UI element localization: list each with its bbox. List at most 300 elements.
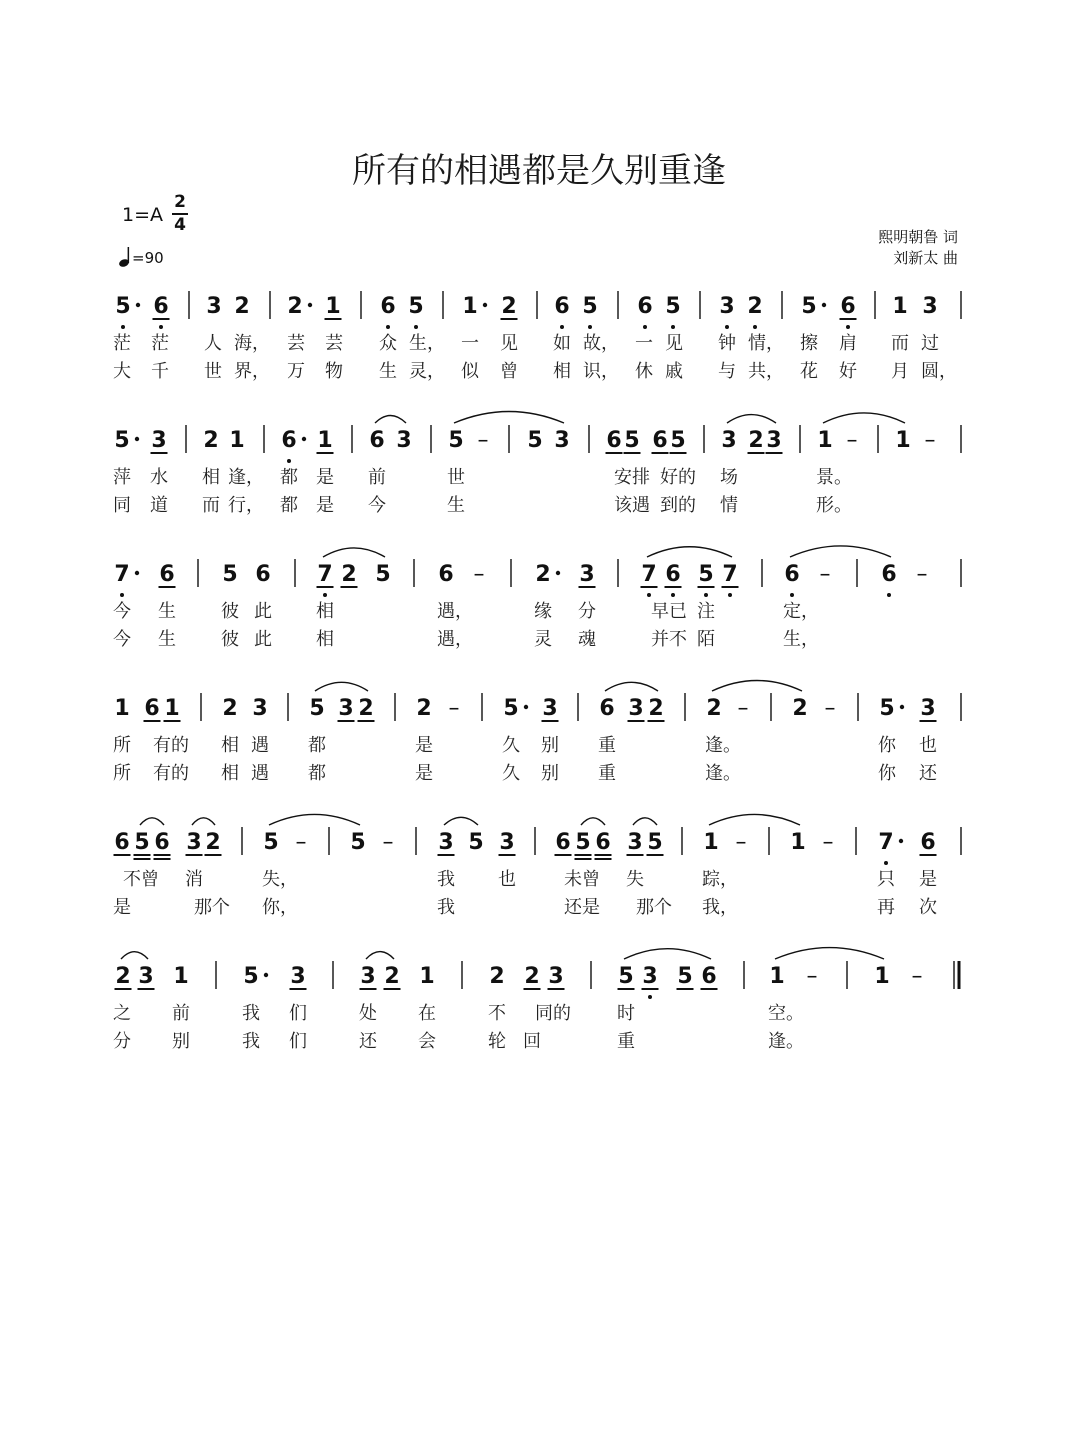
note: 5 — [448, 428, 464, 453]
note: 2 — [748, 428, 764, 453]
note: 5 — [375, 562, 391, 587]
lyric-syllable: 轮 — [488, 1031, 506, 1052]
note: 5 — [575, 830, 591, 855]
lyric-syllable: 大 — [113, 361, 131, 382]
note: 2 — [706, 696, 722, 721]
lower-octave-dot — [671, 325, 675, 329]
lyric-syllable: 安排 — [614, 467, 650, 488]
lyric-syllable: 不 — [488, 1003, 506, 1024]
lower-octave-dot — [643, 325, 647, 329]
note: 6 — [144, 696, 160, 721]
lyric-syllable: 也 — [919, 735, 937, 756]
lyric-syllable: 踪， — [702, 869, 738, 890]
lyric-syllable: 是 — [415, 735, 433, 756]
tie-arc — [140, 818, 164, 825]
note: 3 — [548, 964, 564, 989]
lower-octave-dot — [386, 325, 390, 329]
lyric-syllable: 该遇 — [614, 495, 650, 516]
lyric-syllable: 千 — [151, 361, 169, 382]
note: 3 — [396, 428, 412, 453]
note: 3 — [719, 294, 735, 319]
note: 6 — [153, 294, 169, 319]
lyric-syllable: 与 — [718, 361, 736, 382]
lyric-syllable: 我 — [437, 869, 455, 890]
tie-arc — [323, 548, 385, 557]
lyric-syllable: 遇， — [437, 629, 473, 650]
note: 3 — [290, 964, 306, 989]
sustain-dash: – — [824, 696, 836, 721]
lyric-syllable: 灵 — [534, 629, 552, 650]
sustain-dash: – — [806, 964, 818, 989]
lyric-syllable: 擦 — [800, 333, 818, 354]
note: 5 — [350, 830, 366, 855]
tie-arc — [581, 818, 605, 825]
lyric-syllable: 相 — [316, 601, 334, 622]
lower-octave-dot — [120, 593, 124, 597]
lyric-syllable: 那个 — [636, 897, 672, 918]
note: 1 — [769, 964, 785, 989]
tie-arc — [647, 547, 732, 557]
note: 7 — [641, 562, 657, 587]
note: 3 — [628, 696, 644, 721]
lyric-syllable: 万 — [287, 361, 305, 382]
lyric-syllable: 同的 — [535, 1003, 571, 1024]
note: 3 — [554, 428, 570, 453]
lyric-syllable: 茫 — [151, 333, 169, 354]
lyric-syllable: 回 — [523, 1031, 541, 1052]
lyric-syllable: 重 — [617, 1031, 635, 1052]
lower-octave-dot — [287, 459, 291, 463]
note: 6 — [159, 562, 175, 587]
lyric-syllable: 你， — [262, 897, 298, 918]
lyric-syllable: 戚 — [665, 361, 683, 382]
lyric-syllable: 遇， — [437, 601, 473, 622]
lyric-syllable: 有的 — [153, 735, 189, 756]
lyric-syllable: 前 — [172, 1003, 190, 1024]
lyric-syllable: 场 — [720, 467, 738, 488]
lower-octave-dot — [884, 861, 888, 865]
lower-octave-dot — [414, 325, 418, 329]
sustain-dash: – — [735, 830, 747, 855]
lyric-syllable: 在 — [418, 1003, 436, 1024]
lyric-syllable: 失， — [262, 869, 298, 890]
lyric-syllable: 只 — [877, 869, 895, 890]
lyric-syllable: 时 — [617, 1003, 635, 1024]
lyric-syllable: 还 — [359, 1031, 377, 1052]
augmentation-dot — [899, 839, 903, 843]
lyric-syllable: 人 — [204, 333, 222, 354]
lyric-syllable: 见 — [665, 333, 683, 354]
note: 6 — [154, 830, 170, 855]
lyric-syllable: 有的 — [153, 763, 189, 784]
note: 5 — [624, 428, 640, 453]
lyric-syllable: 生 — [158, 601, 176, 622]
lower-octave-dot — [647, 593, 651, 597]
lyric-syllable: 是 — [316, 495, 334, 516]
lyric-syllable: 之 — [113, 1003, 131, 1024]
tie-arc — [823, 413, 905, 423]
note: 1 — [790, 830, 806, 855]
lyric-syllable: 重 — [598, 763, 616, 784]
note: 1 — [173, 964, 189, 989]
note: 3 — [499, 830, 515, 855]
lyric-syllable: 重 — [598, 735, 616, 756]
note: 6 — [637, 294, 653, 319]
lyric-syllable: 如 — [553, 333, 571, 354]
note: 3 — [766, 428, 782, 453]
lyric-syllable: 一 — [635, 333, 653, 354]
lyric-syllable: 们 — [289, 1031, 307, 1052]
lyric-syllable: 彼 — [221, 629, 239, 650]
note: 6 — [114, 830, 130, 855]
note: 6 — [281, 428, 297, 453]
lyric-syllable: 空。 — [768, 1003, 804, 1024]
lyric-syllable: 还 — [919, 763, 937, 784]
tie-arc — [366, 952, 394, 959]
tie-arc — [315, 682, 368, 691]
note: 1 — [229, 428, 245, 453]
lyric-syllable: 今 — [368, 495, 386, 516]
sustain-dash: – — [295, 830, 307, 855]
note: 1 — [325, 294, 341, 319]
lyric-syllable: 都 — [308, 763, 326, 784]
lyric-syllable: 识， — [583, 361, 619, 382]
lyric-syllable: 早已 — [651, 601, 687, 622]
lyric-syllable: 分 — [113, 1031, 131, 1052]
lyric-syllable: 今 — [113, 629, 131, 650]
note: 2 — [747, 294, 763, 319]
time-signature-top: 2 — [174, 192, 186, 212]
lyric-syllable: 别 — [541, 735, 559, 756]
note: 3 — [542, 696, 558, 721]
note: 2 — [358, 696, 374, 721]
note: 6 — [606, 428, 622, 453]
sustain-dash: – — [382, 830, 394, 855]
note: 2 — [416, 696, 432, 721]
note: 6 — [665, 562, 681, 587]
lyric-syllable: 好的 — [660, 467, 696, 488]
lyric-syllable: 生， — [783, 629, 819, 650]
lower-octave-dot — [728, 593, 732, 597]
note: 1 — [817, 428, 833, 453]
lyric-syllable: 行， — [228, 495, 264, 516]
lyric-syllable: 情 — [720, 495, 738, 516]
note: 5 — [114, 428, 130, 453]
note: 5 — [134, 830, 150, 855]
lyric-syllable: 你 — [878, 763, 896, 784]
lyric-syllable: 肩 — [839, 333, 857, 354]
lyric-syllable: 都 — [308, 735, 326, 756]
lyric-syllable: 所 — [113, 763, 131, 784]
sustain-dash: – — [911, 964, 923, 989]
lyric-syllable: 今 — [113, 601, 131, 622]
lyric-syllable: 彼 — [221, 601, 239, 622]
lyric-syllable: 前 — [368, 467, 386, 488]
lyric-syllable: 是 — [415, 763, 433, 784]
lower-octave-dot — [704, 593, 708, 597]
lower-octave-dot — [323, 593, 327, 597]
augmentation-dot — [556, 571, 560, 575]
lyric-syllable: 你 — [878, 735, 896, 756]
note: 2 — [535, 562, 551, 587]
note: 5 — [582, 294, 598, 319]
lyric-syllable: 陌 — [697, 629, 715, 650]
lyric-syllable: 我 — [242, 1031, 260, 1052]
note: 7 — [114, 562, 130, 587]
note: 2 — [648, 696, 664, 721]
lyric-syllable: 水 — [150, 467, 168, 488]
note: 1 — [895, 428, 911, 453]
lyric-syllable: 共， — [748, 361, 784, 382]
lower-octave-dot — [560, 325, 564, 329]
lyric-syllable: 好 — [839, 361, 857, 382]
note: 6 — [920, 830, 936, 855]
lyric-syllable: 所 — [113, 735, 131, 756]
lyric-syllable: 生 — [447, 495, 465, 516]
lower-octave-dot — [159, 325, 163, 329]
lyricist-credit: 熙明朝鲁 词 — [878, 228, 958, 246]
lower-octave-dot — [121, 325, 125, 329]
lyric-syllable: 此 — [254, 601, 272, 622]
lyric-syllable: 缘 — [534, 601, 552, 622]
note: 3 — [151, 428, 167, 453]
note: 3 — [186, 830, 202, 855]
lyric-syllable: 花 — [800, 361, 818, 382]
note: 2 — [489, 964, 505, 989]
note: 3 — [138, 964, 154, 989]
lyric-syllable: 久 — [502, 763, 520, 784]
lyric-syllable: 一 — [461, 333, 479, 354]
note: 2 — [341, 562, 357, 587]
lyric-syllable: 相 — [553, 361, 571, 382]
note: 6 — [840, 294, 856, 319]
note: 5 — [670, 428, 686, 453]
lower-octave-dot — [846, 325, 850, 329]
tempo-value: =90 — [132, 249, 164, 267]
lyric-syllable: 不曾 — [123, 869, 159, 890]
augmentation-dot — [136, 303, 140, 307]
note: 5 — [115, 294, 131, 319]
note: 5 — [263, 830, 279, 855]
note: 6 — [784, 562, 800, 587]
note: 7 — [722, 562, 738, 587]
lyric-syllable: 是 — [919, 869, 937, 890]
lyric-syllable: 见 — [500, 333, 518, 354]
note: 3 — [627, 830, 643, 855]
lyric-syllable: 未曾 — [564, 869, 600, 890]
lyric-syllable: 生， — [409, 333, 445, 354]
note: 5 — [647, 830, 663, 855]
lyric-syllable: 物 — [325, 361, 343, 382]
lyric-syllable: 休 — [635, 361, 653, 382]
tie-arc — [269, 814, 360, 825]
time-signature-bottom: 4 — [174, 215, 186, 235]
note: 6 — [599, 696, 615, 721]
augmentation-dot — [900, 705, 904, 709]
lyric-syllable: 再 — [877, 897, 895, 918]
lyric-syllable: 们 — [289, 1003, 307, 1024]
lyric-syllable: 形。 — [816, 495, 852, 516]
lyric-syllable: 我， — [702, 897, 738, 918]
lyric-syllable: 久 — [502, 735, 520, 756]
lyric-syllable: 似 — [461, 361, 479, 382]
sustain-dash: – — [846, 428, 858, 453]
note: 3 — [721, 428, 737, 453]
tie-arc — [727, 415, 776, 423]
lyric-syllable: 灵， — [409, 361, 445, 382]
note: 1 — [892, 294, 908, 319]
lyric-syllable: 钟 — [718, 333, 736, 354]
lyric-syllable: 是 — [316, 467, 334, 488]
sustain-dash: – — [477, 428, 489, 453]
lyric-syllable: 逢。 — [705, 763, 741, 784]
tie-arc — [633, 818, 657, 825]
note: 5 — [698, 562, 714, 587]
note: 3 — [922, 294, 938, 319]
note: 5 — [879, 696, 895, 721]
lyric-syllable: 同 — [113, 495, 131, 516]
lower-octave-dot — [588, 325, 592, 329]
note: 5 — [468, 830, 484, 855]
tie-arc — [375, 415, 406, 423]
lyric-syllable: 此 — [254, 629, 272, 650]
note: 6 — [438, 562, 454, 587]
lower-octave-dot — [887, 593, 891, 597]
note: 6 — [369, 428, 385, 453]
note: 5 — [408, 294, 424, 319]
lyric-syllable: 失 — [626, 869, 644, 890]
lyric-syllable: 逢。 — [705, 735, 741, 756]
note: 2 — [501, 294, 517, 319]
tie-arc — [121, 952, 148, 959]
lyric-syllable: 并不 — [651, 629, 687, 650]
lyric-syllable: 芸 — [287, 333, 305, 354]
note: 2 — [234, 294, 250, 319]
lyric-syllable: 都 — [280, 495, 298, 516]
note: 6 — [652, 428, 668, 453]
lyric-syllable: 我 — [437, 897, 455, 918]
lyric-syllable: 曾 — [500, 361, 518, 382]
lyric-syllable: 我 — [242, 1003, 260, 1024]
note: 5 — [801, 294, 817, 319]
lyric-syllable: 芸 — [325, 333, 343, 354]
lyric-syllable: 还是 — [564, 897, 600, 918]
lyric-syllable: 是 — [113, 897, 131, 918]
lyric-syllable: 世 — [447, 467, 465, 488]
note: 7 — [878, 830, 894, 855]
sustain-dash: – — [822, 830, 834, 855]
lyric-syllable: 情， — [748, 333, 784, 354]
lyric-syllable: 逢。 — [768, 1031, 804, 1052]
note: 2 — [287, 294, 303, 319]
note: 3 — [206, 294, 222, 319]
augmentation-dot — [822, 303, 826, 307]
tie-arc — [709, 814, 800, 825]
tie-arc — [444, 817, 478, 825]
lyric-syllable: 分 — [578, 601, 596, 622]
lyric-syllable: 故， — [583, 333, 619, 354]
note: 6 — [701, 964, 717, 989]
note: 3 — [338, 696, 354, 721]
lyric-syllable: 遇 — [251, 763, 269, 784]
note: 1 — [419, 964, 435, 989]
note: 3 — [920, 696, 936, 721]
lower-octave-dot — [648, 995, 652, 999]
tie-arc — [454, 412, 564, 424]
lower-octave-dot — [790, 593, 794, 597]
note: 5 — [665, 294, 681, 319]
augmentation-dot — [264, 973, 268, 977]
note: 3 — [252, 696, 268, 721]
lyric-syllable: 圆， — [921, 361, 957, 382]
tie-arc — [624, 949, 711, 959]
lyric-syllable: 都 — [280, 467, 298, 488]
note: 3 — [360, 964, 376, 989]
lyric-syllable: 众 — [379, 333, 397, 354]
lyric-syllable: 过 — [921, 333, 939, 354]
note: 1 — [703, 830, 719, 855]
sustain-dash: – — [737, 696, 749, 721]
lyric-syllable: 而 — [202, 495, 220, 516]
song-title: 所有的相遇都是久别重逢 — [352, 151, 726, 191]
note: 2 — [203, 428, 219, 453]
lyric-syllable: 别 — [172, 1031, 190, 1052]
note: 5 — [243, 964, 259, 989]
note: 5 — [309, 696, 325, 721]
note: 3 — [579, 562, 595, 587]
lyric-syllable: 道 — [150, 495, 168, 516]
lyric-syllable: 月 — [891, 361, 909, 382]
lyric-syllable: 遇 — [251, 735, 269, 756]
lower-octave-dot — [725, 325, 729, 329]
tie-arc — [790, 546, 891, 557]
sustain-dash: – — [924, 428, 936, 453]
augmentation-dot — [524, 705, 528, 709]
note: 5 — [618, 964, 634, 989]
note: 2 — [115, 964, 131, 989]
tie-arc — [192, 818, 215, 825]
lyric-syllable: 生 — [158, 629, 176, 650]
note: 1 — [874, 964, 890, 989]
lyric-syllable: 次 — [919, 897, 937, 918]
lyric-syllable: 注 — [697, 601, 715, 622]
composer-credit: 刘新太 曲 — [893, 249, 958, 267]
lyric-syllable: 世 — [204, 361, 222, 382]
note: 1 — [114, 696, 130, 721]
note: 6 — [554, 294, 570, 319]
note: 3 — [642, 964, 658, 989]
note: 5 — [677, 964, 693, 989]
note: 1 — [164, 696, 180, 721]
note: 1 — [317, 428, 333, 453]
lyric-syllable: 生 — [379, 361, 397, 382]
tie-arc — [712, 681, 802, 692]
augmentation-dot — [135, 571, 139, 575]
sustain-dash: – — [448, 696, 460, 721]
lyric-syllable: 景。 — [816, 467, 852, 488]
augmentation-dot — [483, 303, 487, 307]
sustain-dash: – — [473, 562, 485, 587]
lyric-syllable: 相 — [202, 467, 220, 488]
lyric-syllable: 魂 — [578, 629, 596, 650]
lyric-syllable: 逢， — [228, 467, 264, 488]
augmentation-dot — [135, 437, 139, 441]
lyric-syllable: 处 — [359, 1003, 377, 1024]
lyric-syllable: 而 — [891, 333, 909, 354]
key-signature: 1=A — [122, 204, 164, 226]
lyric-syllable: 到的 — [660, 495, 696, 516]
lyric-syllable: 定， — [783, 601, 819, 622]
